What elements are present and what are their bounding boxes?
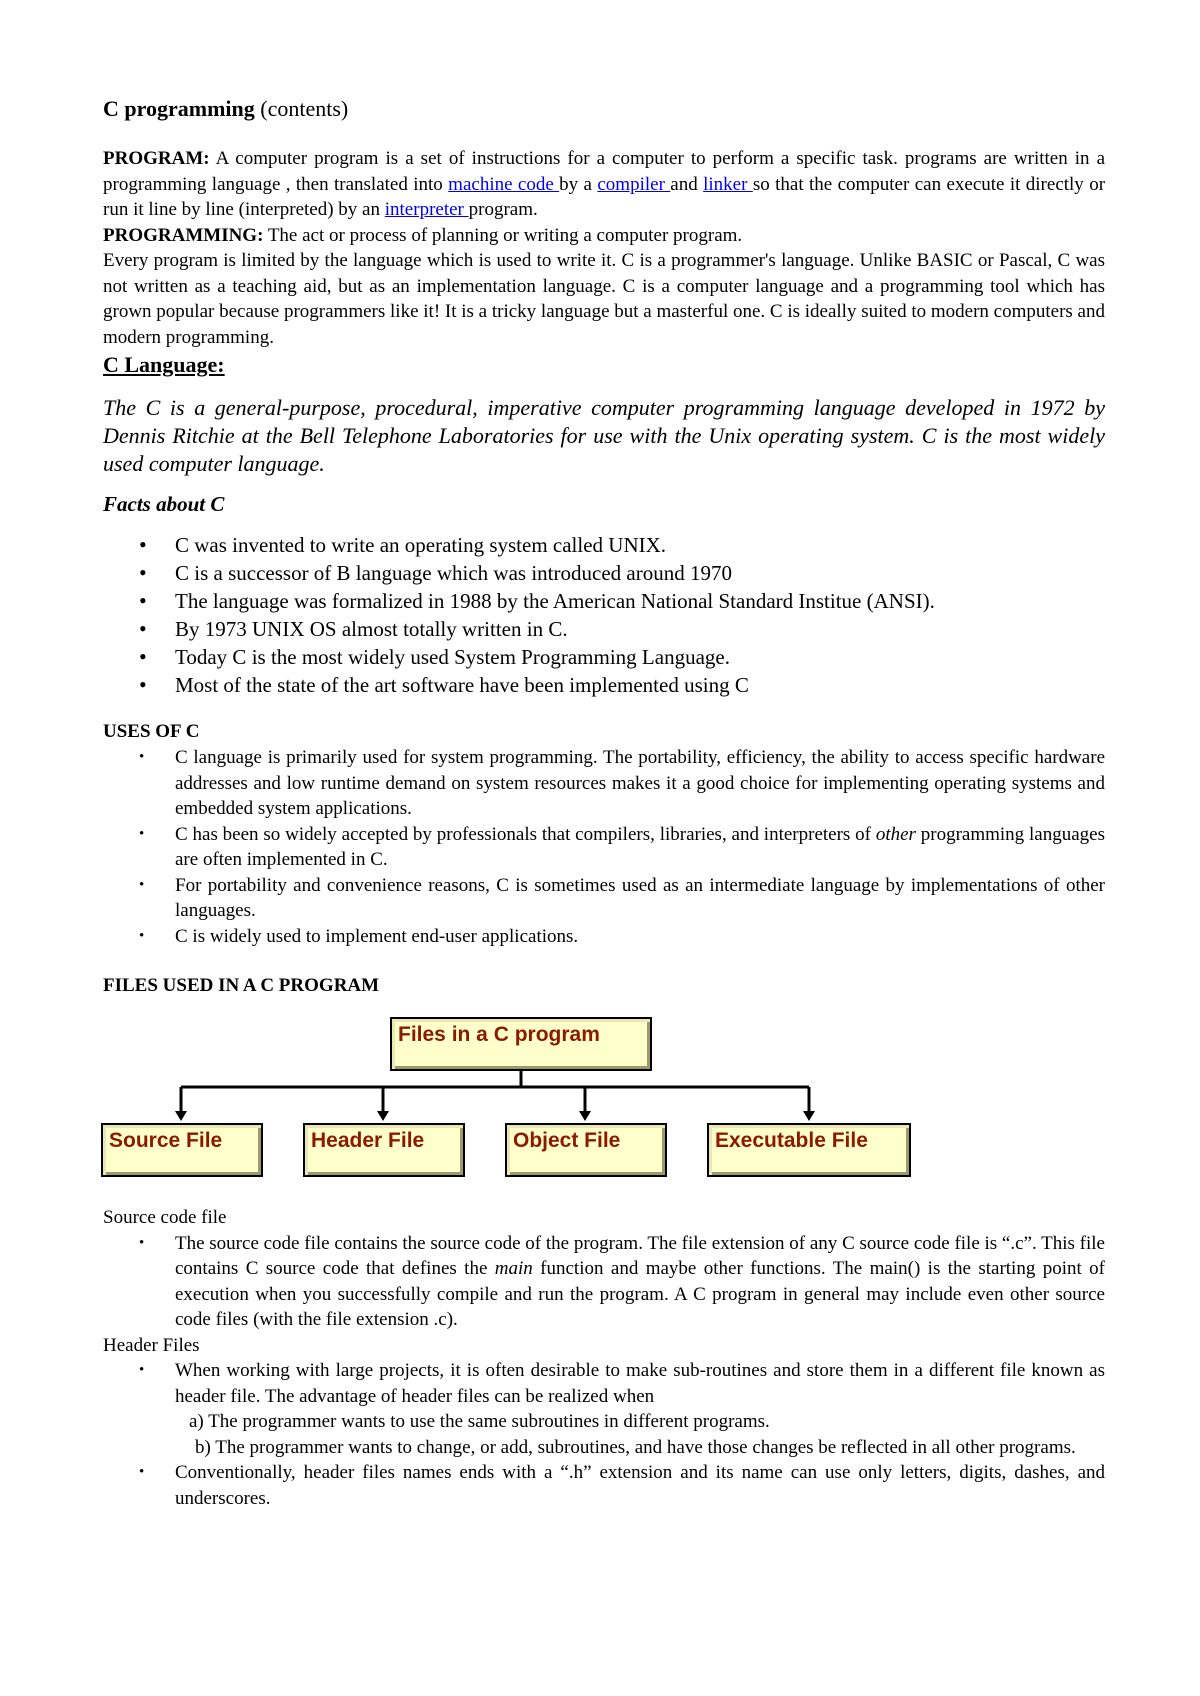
uses-heading: USES OF C <box>103 721 200 742</box>
list-item: • For portability and convenience reasons, C is sometimes used as an intermediate language by implementations of other languages. <box>139 873 1105 924</box>
interpreter-link[interactable]: interpreter <box>384 199 469 220</box>
every-program-paragraph: Every program is limited by the language which is used to write it. C is a programmer's language. Unlike BASIC or Pascal, C was not written as a teaching aid, but as an implementation language. C is a computer language and a programming tool which has grown popular because programmers like it! It is a tricky language but a masterful one. C is ideally suited to modern computers and modern programming. <box>103 250 1105 348</box>
list-item <box>139 1231 1105 1333</box>
source-text-1: The source code file contains the source code of the program. The file extension of any C source code file is “.c”. This file contains C source code that defines the <box>175 1232 1105 1279</box>
facts-list <box>103 531 1105 699</box>
arrow-executable <box>803 1111 815 1121</box>
header-sub-a: a) The programmer wants to use the same subroutines in different programs. <box>189 1411 770 1432</box>
program-text-2: by a <box>559 173 598 195</box>
list-item: • C is widely used to implement end-user applications. <box>139 924 1105 950</box>
program-paragraph <box>103 146 1105 223</box>
compiler-link[interactable]: compiler <box>597 173 671 195</box>
source-text-3: function and maybe other functions. The main() is the starting point of execution when you successfully compile and run the program. A C program in general may include even other source code files (with the file extension .c). <box>175 1258 1106 1330</box>
title-bold: C programming <box>103 96 255 121</box>
header-text-1: When working with large projects, it is often desirable to make sub-routines and store them in a different file known as header file. The advantage of header files can be realized when <box>175 1360 1105 1407</box>
list-item <box>139 822 1105 873</box>
arrow-header <box>377 1111 389 1121</box>
header-sub-b: b) The programmer wants to change, or add, subroutines, and have those changes be reflected in all other programs. <box>195 1436 1076 1458</box>
document-page <box>103 96 1105 1511</box>
header-list <box>103 1358 1105 1511</box>
arrow-object <box>579 1111 591 1121</box>
program-text-3: and <box>670 173 704 195</box>
diagram-root-box <box>390 1017 652 1071</box>
program-text-1: A computer program is a set of instructions for a computer to perform a specific task. programs are written in a programming language , then translated into <box>103 148 1105 195</box>
facts-heading: Facts about C <box>103 492 225 516</box>
diagram-executable-label: Executable File <box>715 1129 868 1152</box>
list-item <box>139 1358 1105 1460</box>
list-item: • By 1973 UNIX OS almost totally written in C. <box>139 615 1105 643</box>
uses-2-text-a: C has been so widely accepted by professionals that compilers, libraries, and interpreters of <box>175 823 876 845</box>
list-item: • C is a successor of B language which was introduced around 1970 <box>139 559 1105 587</box>
diagram-object-label: Object File <box>513 1129 621 1152</box>
c-language-description: The C is a general-purpose, procedural, imperative computer programming language developed in 1972 by Dennis Ritchie at the Bell Telephone Laboratories for use with the Unix operating system. C is the most widely used computer language. <box>103 395 1105 476</box>
programming-label: PROGRAMMING: <box>103 224 264 246</box>
page-title <box>103 96 1105 122</box>
header-files-heading: Header Files <box>103 1334 200 1356</box>
uses-2-text-c: programming languages are often implemented in C. <box>175 823 1105 870</box>
diagram-root-label: Files in a C program <box>398 1023 600 1046</box>
linker-link[interactable]: linker <box>703 173 753 195</box>
diagram-header-label: Header File <box>311 1129 425 1152</box>
c-language-heading: C Language: <box>103 352 225 377</box>
title-rest: (contents) <box>254 96 349 121</box>
files-heading: FILES USED IN A C PROGRAM <box>103 975 380 996</box>
source-code-file-heading: Source code file <box>103 1207 227 1228</box>
uses-2-italic: other <box>875 823 916 845</box>
arrow-source <box>175 1111 187 1121</box>
files-diagram <box>103 1007 1105 1205</box>
programming-paragraph <box>103 223 1105 249</box>
list-item: • Today C is the most widely used System Programming Language. <box>139 643 1105 671</box>
program-label: PROGRAM: <box>103 148 210 169</box>
list-item: • Most of the state of the art software have been implemented using C <box>139 671 1105 699</box>
program-text-4: so that the computer can execute it directly or run it line by line (interpreted) by an <box>103 173 1106 220</box>
diagram-executable-box <box>707 1123 911 1177</box>
list-item: • C was invented to write an operating system called UNIX. <box>139 531 1105 559</box>
source-list <box>103 1231 1105 1333</box>
program-text-5: program. <box>468 199 538 220</box>
list-item: • C language is primarily used for system programming. The portability, efficiency, the ability to access specific hardware addresses and low runtime demand on system resources makes it a good choice for implementing operating systems and embedded system applications. <box>139 745 1105 822</box>
uses-list <box>103 745 1105 949</box>
programming-text: The act or process of planning or writing a computer program. <box>263 224 743 246</box>
diagram-object-box <box>505 1123 667 1177</box>
list-item: • Conventionally, header files names ends with a “.h” extension and its name can use only letters, digits, dashes, and underscores. <box>139 1460 1105 1511</box>
diagram-header-box <box>303 1123 465 1177</box>
machine-code-link[interactable]: machine code <box>448 173 560 195</box>
diagram-source-box <box>101 1123 263 1177</box>
diagram-source-label: Source File <box>109 1129 223 1152</box>
list-item: • The language was formalized in 1988 by the American National Standard Institue (ANSI). <box>139 587 1105 615</box>
source-main-italic: main <box>494 1258 533 1279</box>
